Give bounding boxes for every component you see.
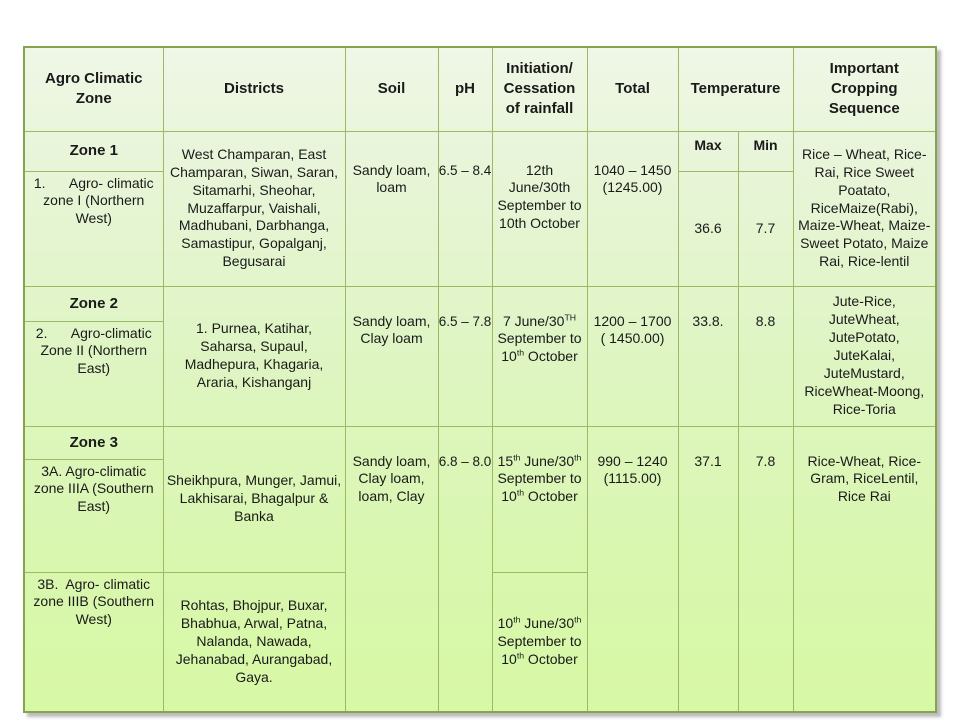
zone2-temp-min: 8.8 [738,286,793,426]
zone3a-name: 3A. Agro-climatic zone IIIA (Southern East) [24,459,163,572]
header-row [24,47,936,131]
zone3-ph: 6.8 – 8.0 [438,426,492,712]
zone1-name: 1. Agro- climatic zone I (Northern West) [24,171,163,286]
zone3-title: Zone 3 [24,426,163,459]
header-rainfall: Initiation/ Cessation of rainfall [492,47,587,131]
zone2-name: 2. Agro-climatic Zone II (Northern East) [24,321,163,426]
zone3-cropping: Rice-Wheat, Rice-Gram, RiceLentil, Rice Rai [793,426,936,712]
zone3b-name: 3B. Agro- climatic zone IIIB (Southern West) [24,572,163,712]
zone1-temp-max: 36.6 [678,171,738,286]
zone1-districts: West Champaran, East Champaran, Siwan, Saran, Sitamarhi, Sheohar, Muzaffarpur, Vaishali, Madhubani, Darbhanga, Samastipur, Gopalganj, Begusarai [163,131,345,286]
zone2-districts: 1. Purnea, Katihar, Saharsa, Supaul, Madhepura, Khagaria, Araria, Kishanganj [163,286,345,426]
header-zone: Agro Climatic Zone [24,47,163,131]
zone1-rainfall: 12th June/30th September to 10th October [492,131,587,286]
zone1-total: 1040 – 1450 (1245.00) [587,131,678,286]
zone2-row-top [24,286,936,321]
header-soil: Soil [345,47,438,131]
zone3-soil: Sandy loam, Clay loam, loam, Clay [345,426,438,712]
zone3-total: 990 – 1240 (1115.00) [587,426,678,712]
zone1-temp-min: 7.7 [738,171,793,286]
header-total: Total [587,47,678,131]
zone1-row-top [24,131,936,171]
zone3-row-top [24,426,936,459]
zone2-temp-max: 33.8. [678,286,738,426]
zone3b-rainfall: 10th June/30th September to 10th October [492,572,587,712]
temp-min-label: Min [738,131,793,171]
zone1-soil: Sandy loam, loam [345,131,438,286]
temp-max-label: Max [678,131,738,171]
zone3a-districts: Sheikhpura, Munger, Jamui, Lakhisarai, Bhagalpur & Banka [163,426,345,572]
zone1-ph: 6.5 – 8.4 [438,131,492,286]
header-ph: pH [438,47,492,131]
zone2-soil: Sandy loam, Clay loam [345,286,438,426]
zone2-title: Zone 2 [24,286,163,321]
zone2-cropping: Jute-Rice, JuteWheat, JutePotato, JuteKalai, JuteMustard, RiceWheat-Moong, Rice-Toria [793,286,936,426]
zone3-temp-max: 37.1 [678,426,738,712]
zone1-title: Zone 1 [24,131,163,171]
zone3b-districts: Rohtas, Bhojpur, Buxar, Bhabhua, Arwal, Patna, Nalanda, Nawada, Jehanabad, Aurangabad, Gaya. [163,572,345,712]
zone3a-rainfall: 15th June/30th September to 10th October [492,426,587,572]
zone3-temp-min: 7.8 [738,426,793,712]
zone1-cropping: Rice – Wheat, Rice-Rai, Rice Sweet Poatato, RiceMaize(Rabi), Maize-Wheat, Maize-Sweet Potato, Maize Rai, Rice-lentil [793,131,936,286]
header-cropping: Important Cropping Sequence [793,47,936,131]
zone2-ph: 6.5 – 7.8 [438,286,492,426]
zone2-rainfall: 7 June/30TH September to 10th October [492,286,587,426]
zone2-total: 1200 – 1700 ( 1450.00) [587,286,678,426]
header-districts: Districts [163,47,345,131]
agro-climatic-zones-table [23,46,937,713]
header-temperature: Temperature [678,47,793,131]
